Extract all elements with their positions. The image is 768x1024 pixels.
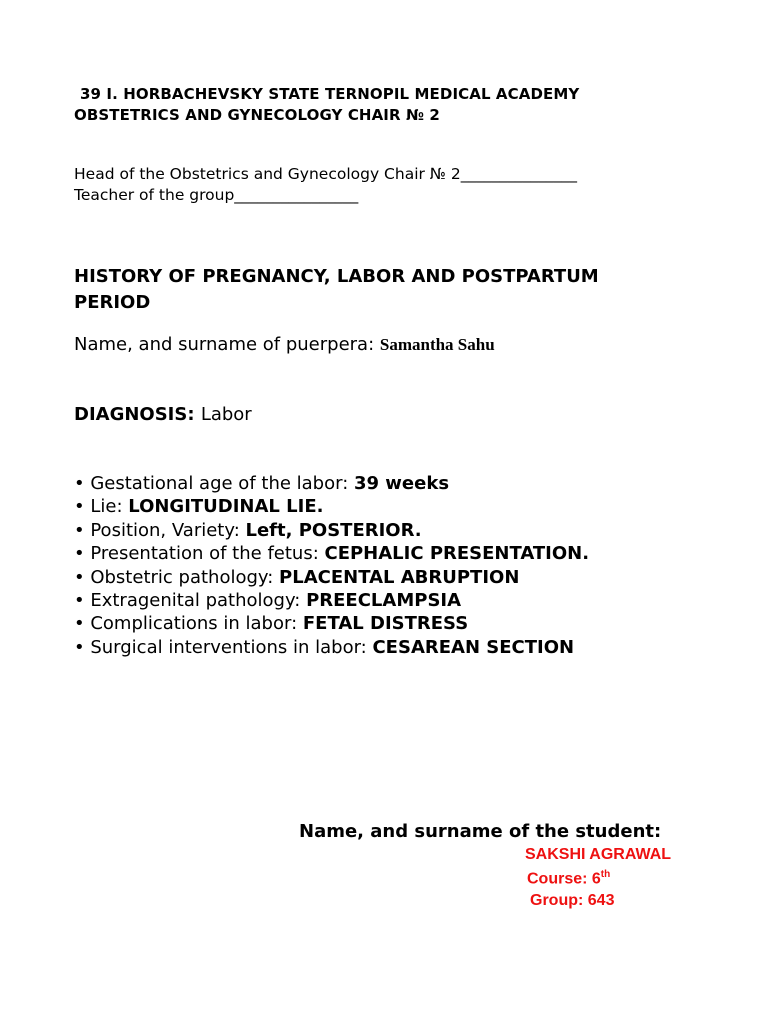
detail-label: • Extragenital pathology: (74, 590, 307, 612)
detail-value: Left, POSTERIOR. (245, 519, 422, 541)
detail-label: • Gestational age of the labor: (74, 473, 354, 494)
detail-extragenital-pathology (74, 589, 589, 612)
detail-position (74, 519, 589, 542)
detail-value: PREECLAMPSIA (306, 590, 462, 612)
detail-gestational-age (74, 472, 589, 495)
diagnosis-row (74, 404, 252, 425)
document-title-line-2: PERIOD (74, 292, 151, 313)
detail-label: • Position, Variety: (74, 519, 246, 541)
student-heading: Name, and surname of the student: (299, 821, 662, 842)
course-label: Course: 6 (527, 870, 601, 888)
detail-presentation (74, 542, 589, 565)
detail-label: • Surgical interventions in labor: (74, 636, 373, 658)
diagnosis-label: DIAGNOSIS: (74, 404, 201, 425)
detail-label: • Complications in labor: (74, 613, 303, 635)
detail-surgical-interventions (74, 636, 589, 659)
student-name: SAKSHI AGRAWAL (525, 846, 672, 863)
chair-name: OBSTETRICS AND GYNECOLOGY CHAIR № 2 (74, 106, 440, 124)
academy-name: 39 I. HORBACHEVSKY STATE TERNOPIL MEDICAL ACADEMY (80, 85, 580, 103)
diagnosis-value: Labor (200, 404, 252, 425)
document-title (74, 264, 599, 316)
detail-value: PLACENTAL ABRUPTION (279, 566, 520, 588)
pregnancy-details-list (74, 472, 589, 659)
head-of-chair-line: Head of the Obstetrics and Gynecology Chair № 2_______________ (74, 165, 577, 183)
detail-value: CESAREAN SECTION (372, 636, 575, 658)
teacher-line: Teacher of the group________________ (74, 186, 359, 204)
puerpera-row (74, 334, 495, 355)
detail-label: • Presentation of the fetus: (74, 543, 325, 565)
student-course (527, 869, 610, 888)
detail-value: 39 weeks (353, 473, 450, 494)
detail-complications (74, 612, 589, 635)
detail-value: FETAL DISTRESS (302, 613, 469, 635)
student-group: Group: 643 (530, 892, 615, 909)
detail-label: • Lie: (74, 496, 129, 518)
detail-obstetric-pathology (74, 566, 589, 589)
puerpera-label: Name, and surname of puerpera: (74, 334, 380, 355)
detail-label: • Obstetric pathology: (74, 566, 280, 588)
detail-lie (74, 495, 589, 518)
document-title-line-1: HISTORY OF PREGNANCY, LABOR AND POSTPARTUM (74, 266, 599, 287)
puerpera-name: Samantha Sahu (379, 335, 495, 354)
detail-value: LONGITUDINAL LIE. (128, 496, 324, 518)
detail-value: CEPHALIC PRESENTATION. (324, 543, 590, 565)
course-ordinal-suffix: th (600, 869, 611, 880)
